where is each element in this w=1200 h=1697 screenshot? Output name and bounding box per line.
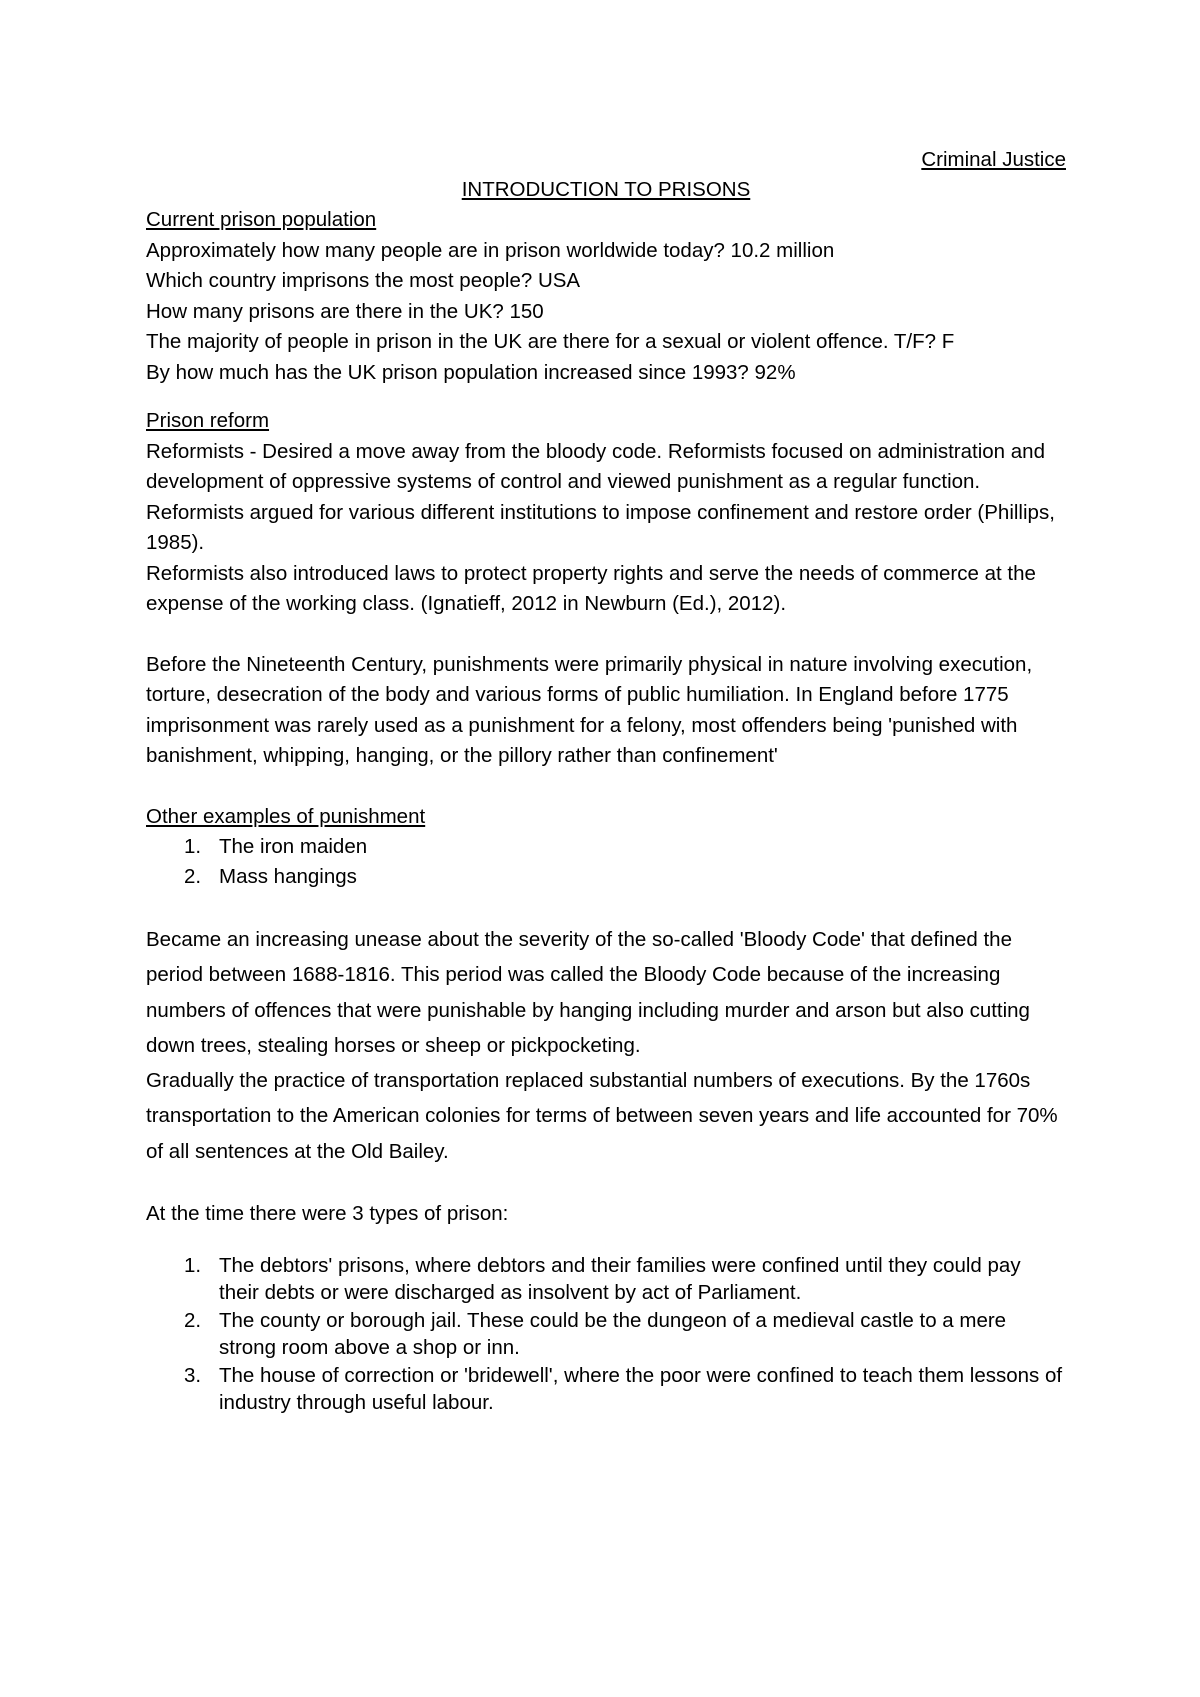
list-item: [146, 1252, 1066, 1307]
list-text: Mass hangings: [219, 865, 357, 888]
list-text: The county or borough jail. These could be the dungeon of a medieval castle to a mere strong room above a shop or inn.: [219, 1308, 1007, 1360]
list-item: [146, 1307, 1066, 1362]
bloody-code-section: [146, 922, 1066, 1169]
prison-types-list: [146, 1252, 1066, 1417]
paragraph: Before the Nineteenth Century, punishments were primarily physical in nature involving execution, torture, desecration of the body and various forms of public humiliation. In England before 1775 imprisonment was rarely used as a punishment for a felony, most offenders being 'punished with banishment, whipping, hanging, or the pillory rather than confinement': [146, 652, 1033, 767]
reform-section: [146, 406, 1066, 772]
section-heading-reform: [146, 406, 1066, 437]
population-line: How many prisons are there in the UK? 150: [146, 299, 544, 323]
list-item: [146, 832, 1066, 862]
prison-types-intro: At the time there were 3 types of prison:: [146, 1202, 509, 1226]
document-body: [146, 145, 1066, 1417]
list-number: 1.: [184, 835, 202, 858]
list-text: The house of correction or 'bridewell', where the poor were confined to teach them lessons of industry through useful labour.: [219, 1363, 1063, 1415]
population-line: Approximately how many people are in prison worldwide today? 10.2 million: [146, 238, 835, 262]
section-heading-examples: [146, 802, 1066, 833]
heading-text: Other examples of punishment: [146, 804, 426, 828]
title-text: INTRODUCTION TO PRISONS: [461, 178, 751, 201]
heading-text: Prison reform: [146, 409, 270, 432]
population-section: [146, 205, 1066, 388]
course-text: Criminal Justice: [921, 148, 1066, 171]
list-number: 2.: [184, 1308, 202, 1332]
paragraph: Became an increasing unease about the severity of the so-called 'Bloody Code' that defined the period between 1688-1816. This period was called the Bloody Code because of the increasing numbers of offences that were punishable by hanging including murder and arson but also cutting down trees, stealing horses or sheep or pickpocketing.: [146, 928, 1030, 1057]
list-item: [146, 1362, 1066, 1417]
paragraph: Gradually the practice of transportation replaced substantial numbers of executions. By the 1760s transportation to the American colonies for terms of between seven years and life accounted for 70% of all sentences at the Old Bailey.: [146, 1069, 1058, 1163]
population-line: The majority of people in prison in the UK are there for a sexual or violent offence. T/F? F: [146, 330, 955, 353]
course-label: [146, 145, 1066, 175]
heading-text: Current prison population: [146, 208, 377, 231]
examples-section: [146, 802, 1066, 893]
list-number: 2.: [184, 865, 202, 888]
list-number: 3.: [184, 1363, 202, 1387]
population-line: By how much has the UK prison population increased since 1993? 92%: [146, 360, 796, 384]
paragraph: Reformists - Desired a move away from the bloody code. Reformists focused on administration and development of oppressive systems of control and viewed punishment as a regular function. Reformists argued for various different institutions to impose confinement and restore order (Phillips, 1985).: [146, 439, 1055, 554]
list-number: 1.: [184, 1253, 202, 1277]
examples-list: [146, 832, 1066, 892]
page-title: [146, 175, 1066, 205]
section-heading-population: [146, 205, 1066, 236]
population-line: Which country imprisons the most people? USA: [146, 269, 581, 292]
list-text: The iron maiden: [219, 835, 368, 858]
paragraph: Reformists also introduced laws to protect property rights and serve the needs of commerce at the expense of the working class. (Ignatieff, 2012 in Newburn (Ed.), 2012).: [146, 561, 1036, 615]
list-item: [146, 862, 1066, 892]
prison-types-section: [146, 1199, 1066, 1417]
list-text: The debtors' prisons, where debtors and their families were confined until they could pay their debts or were discharged as insolvent by act of Parliament.: [219, 1253, 1021, 1305]
